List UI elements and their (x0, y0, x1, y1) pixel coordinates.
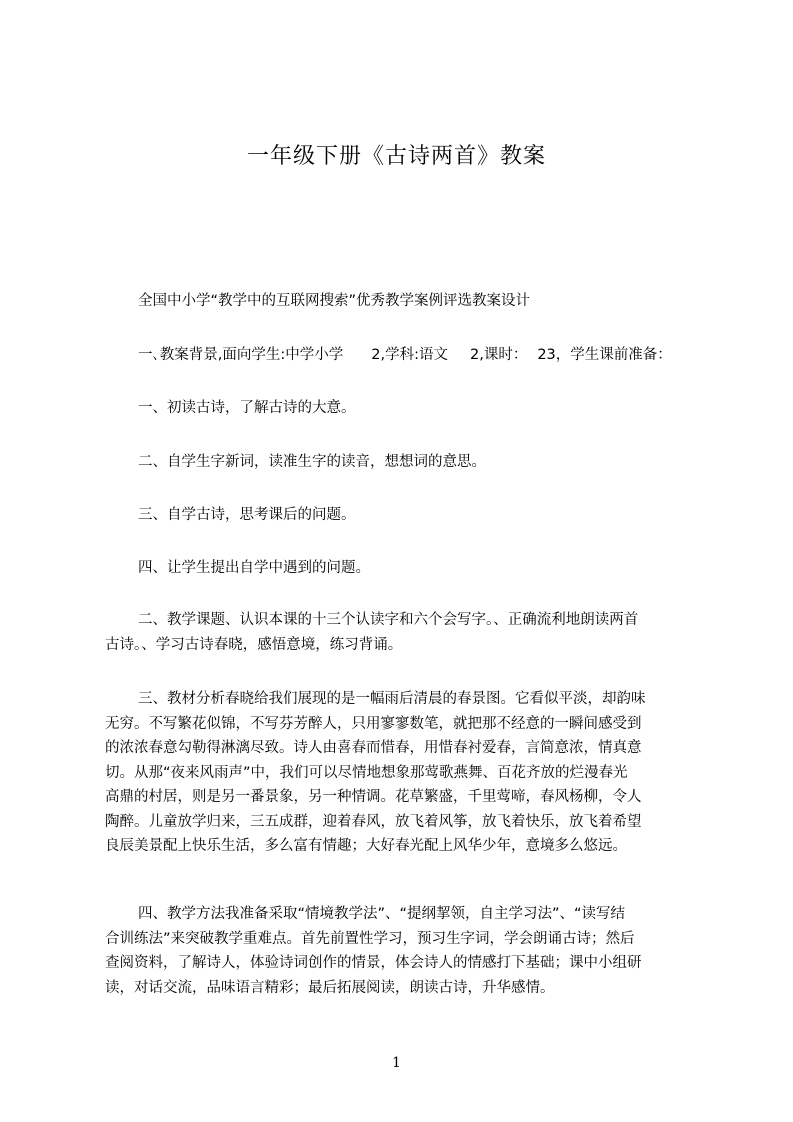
paragraph-line: 的浓浓春意勾勒得淋漓尽致。诗人由喜春而惜春，用惜春衬爱春，言简意浓，情真意 (105, 740, 642, 756)
page-title: 一年级下册《古诗两首》教案 (246, 144, 546, 169)
background-subject: 2,学科:语文 (371, 347, 448, 363)
paragraph-line: 读，对话交流，品味语言精彩；最后拓展阅读，朗读古诗，升华感情。 (105, 979, 555, 996)
paragraph-line: 高鼎的村居，则是另一番景象，另一种情调。花草繁盛，千里莺啼，春风杨柳，令人 (105, 789, 642, 805)
paragraph-line: 二、教学课题、认识本课的十三个认读字和六个会写字。、正确流利地朗读两首 (138, 612, 639, 628)
paragraph-line: 查阅资料，了解诗人，体验诗词创作的情景，体会诗人的情感打下基础；课中小组研 (105, 955, 642, 971)
paragraph-line: 古诗。、学习古诗春晓，感悟意境，练习背诵。 (105, 636, 403, 653)
paragraph-line: 三、教材分析春晓给我们展现的是一幅雨后清晨的春景图。它看似平淡，却韵味 (138, 691, 646, 707)
paragraph-line: 切。从那“夜来风雨声”中，我们可以尽情地想象那莺歌燕舞、百花齐放的烂漫春光 (105, 764, 628, 781)
subtitle: 全国中小学“教学中的互联网搜索”优秀教学案例评选教案设计 (138, 293, 531, 309)
lesson-background-line (138, 344, 672, 366)
prep-item-4: 四、让学生提出自学中遇到的问题。 (138, 560, 370, 576)
background-hours: 2,课时： (469, 347, 528, 363)
page-number: 1 (392, 1055, 401, 1071)
paragraph-line: 良辰美景配上快乐生活，多么富有情趣；大好春光配上风华少年，意境多么悠远。 (105, 838, 627, 854)
paragraph-line: 陶醉。儿童放学归来，三五成群，迎着春风，放飞着风筝，放飞着快乐，放飞着希望 (105, 813, 642, 830)
paragraph-line: 无穷。不写繁花似锦，不写芬芳醉人，只用寥寥数笔，就把那不经意的一瞬间感受到 (105, 715, 642, 732)
paragraph-line: 合训练法”来突破教学重难点。首先前置性学习，预习生字词，学会朗诵古诗；然后 (105, 930, 635, 947)
background-prep: 23，学生课前准备： (537, 347, 672, 363)
section-teaching-method (105, 902, 705, 1000)
section-teaching-topic (105, 608, 705, 657)
prep-item-1: 一、初读古诗，了解古诗的大意。 (138, 400, 356, 416)
background-prefix: 一､教案背景,面向学生:中学小学 (138, 347, 344, 363)
prep-item-2: 二、自学生字新词，读准生字的读音，想想词的意思。 (138, 454, 486, 470)
prep-item-3: 三、自学古诗，思考课后的问题。 (138, 507, 356, 523)
section-material-analysis (105, 687, 705, 859)
paragraph-line: 四、教学方法我准备采取“情境教学法”、“提纲挈领，自主学习法”、“读写结 (138, 906, 626, 922)
